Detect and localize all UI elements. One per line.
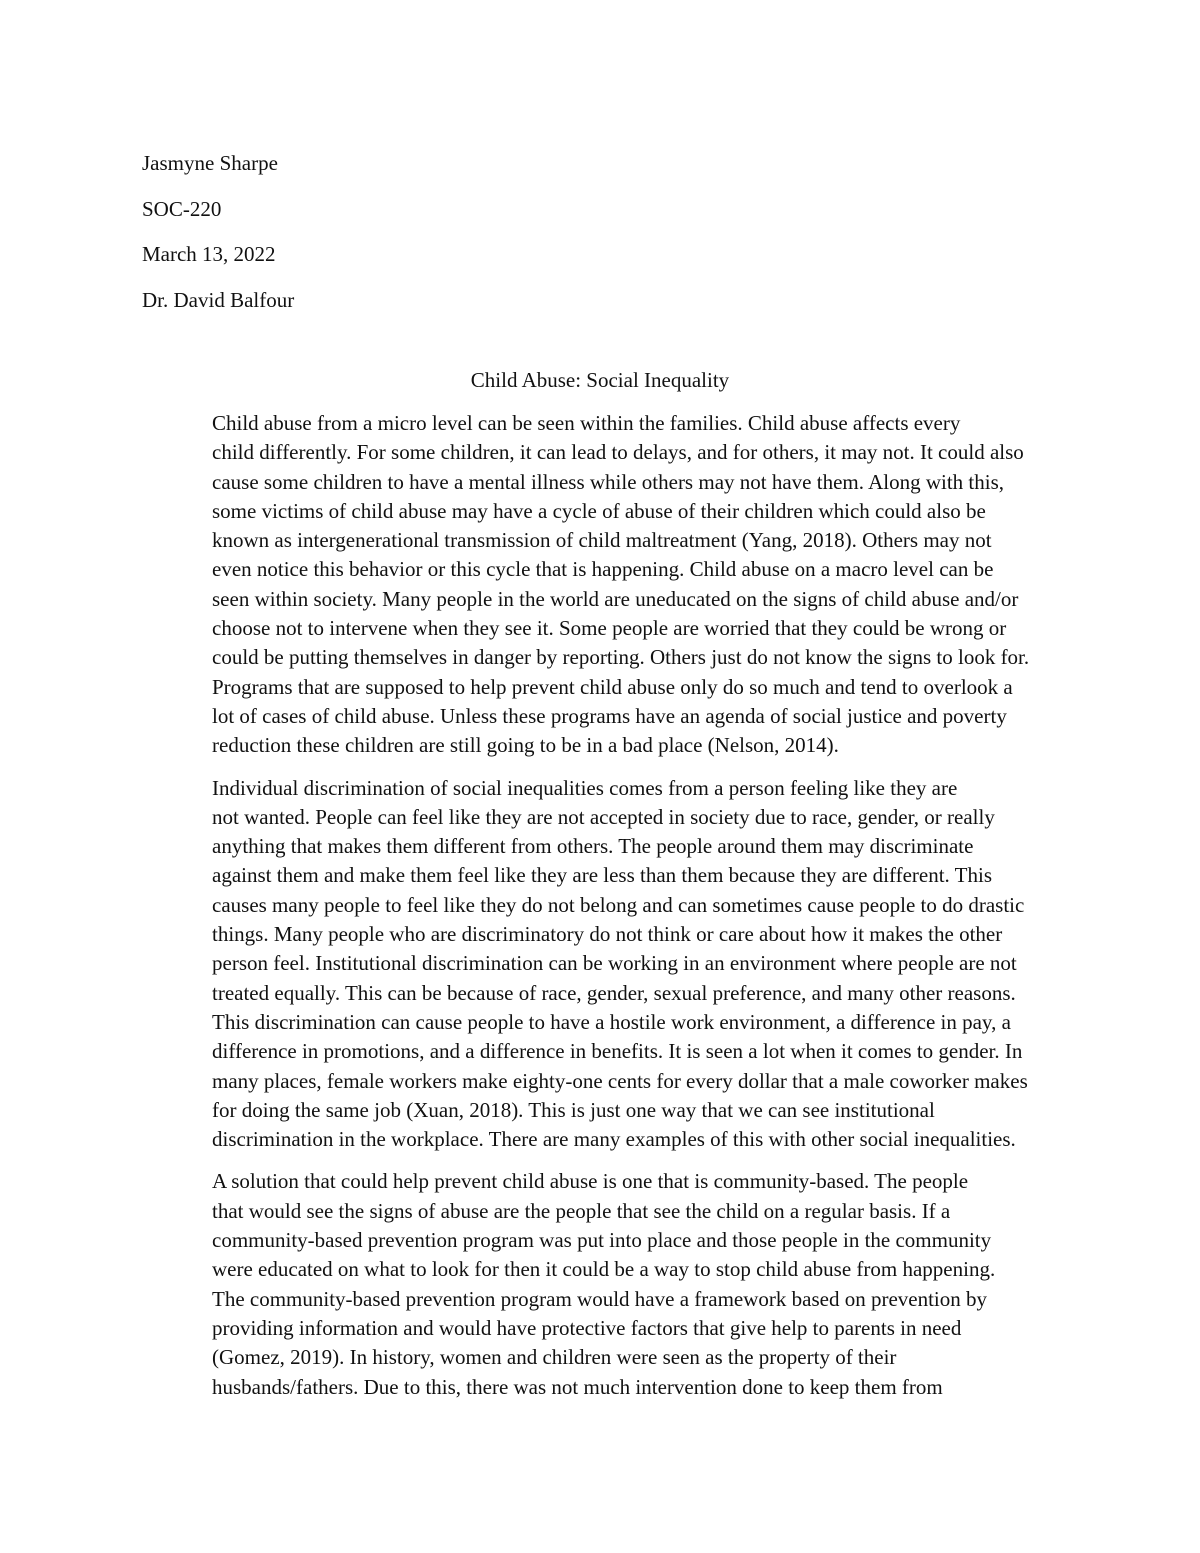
text-line: that would see the signs of abuse are the people that see the child on a regular basis. If a: [212, 1198, 951, 1223]
text-line: could be putting themselves in danger by reporting. Others just do not know the signs to look for.: [212, 645, 1030, 670]
document-title: Child Abuse: Social Inequality: [470, 368, 730, 392]
body-text: [142, 409, 1058, 1415]
text-line: against them and make them feel like they are less than them because they are different. This: [212, 863, 993, 888]
text-line: The community-based prevention program would have a framework based on prevention by: [212, 1286, 988, 1311]
text-line: lot of cases of child abuse. Unless these programs have an agenda of social justice and poverty: [212, 703, 1007, 728]
text-line: community-based prevention program was put into place and those people in the community: [212, 1228, 992, 1253]
text-line: choose not to intervene when they see it. Some people are worried that they could be wrong or: [212, 616, 1007, 641]
author-name: Jasmyne Sharpe: [142, 151, 278, 175]
text-line: (Gomez, 2019). In history, women and children were seen as the property of their: [212, 1345, 897, 1370]
text-line: Child abuse from a micro level can be seen within the families. Child abuse affects every: [212, 411, 961, 435]
instructor-name: Dr. David Balfour: [142, 287, 295, 312]
paragraph-2: [142, 774, 1058, 1155]
text-line: not wanted. People can feel like they are not accepted in society due to race, gender, or really: [212, 804, 995, 829]
text-line: were educated on what to look for then it could be a way to stop child abuse from happening.: [212, 1257, 996, 1282]
text-line: for doing the same job (Xuan, 2018). This is just one way that we can see institutional: [212, 1097, 935, 1122]
date: March 13, 2022: [142, 242, 276, 266]
course-code: SOC-220: [142, 196, 222, 221]
text-line: providing information and would have protective factors that give help to parents in need: [212, 1315, 962, 1340]
text-line: This discrimination can cause people to have a hostile work environment, a difference in pay, a: [212, 1009, 1011, 1034]
text-line: things. Many people who are discriminatory do not think or care about how it makes the other: [212, 922, 1003, 947]
text-line: child differently. For some children, it can lead to delays, and for others, it may not. It could also: [212, 440, 1024, 465]
text-line: husbands/fathers. Due to this, there was not much intervention done to keep them from: [212, 1374, 943, 1399]
text-line: seen within society. Many people in the world are uneducated on the signs of child abuse and/or: [212, 586, 1019, 611]
text-line: many places, female workers make eighty-one cents for every dollar that a male coworker makes: [212, 1068, 1028, 1093]
text-line: anything that makes them different from others. The people around them may discriminate: [212, 834, 974, 859]
text-line: A solution that could help prevent child abuse is one that is community-based. The people: [212, 1169, 969, 1194]
text-line: causes many people to feel like they do not belong and can sometimes cause people to do drastic: [212, 892, 1025, 917]
text-line: person feel. Institutional discrimination can be working in an environment where people are not: [212, 951, 1017, 976]
text-line: reduction these children are still going to be in a bad place (Nelson, 2014).: [212, 733, 839, 758]
header-block: [142, 141, 742, 323]
text-line: some victims of child abuse may have a cycle of abuse of their children which could also be: [212, 498, 986, 523]
text-line: treated equally. This can be because of race, gender, sexual preference, and many other reasons.: [212, 980, 1016, 1005]
text-line: discrimination in the workplace. There are many examples of this with other social inequalities.: [212, 1127, 1016, 1152]
text-line: cause some children to have a mental illness while others may not have them. Along with this,: [212, 469, 1004, 494]
text-line: known as intergenerational transmission of child maltreatment (Yang, 2018). Others may not: [212, 528, 992, 553]
text-line: Individual discrimination of social inequalities comes from a person feeling like they are: [212, 775, 958, 800]
text-line: Programs that are supposed to help prevent child abuse only do so much and tend to overlook a: [212, 674, 1013, 699]
text-line: even notice this behavior or this cycle that is happening. Child abuse on a macro level can be: [212, 557, 994, 582]
paragraph-3: [142, 1167, 1058, 1401]
text-line: difference in promotions, and a difference in benefits. It is seen a lot when it comes to gender. In: [212, 1039, 1023, 1064]
paragraph-1: [142, 409, 1058, 761]
